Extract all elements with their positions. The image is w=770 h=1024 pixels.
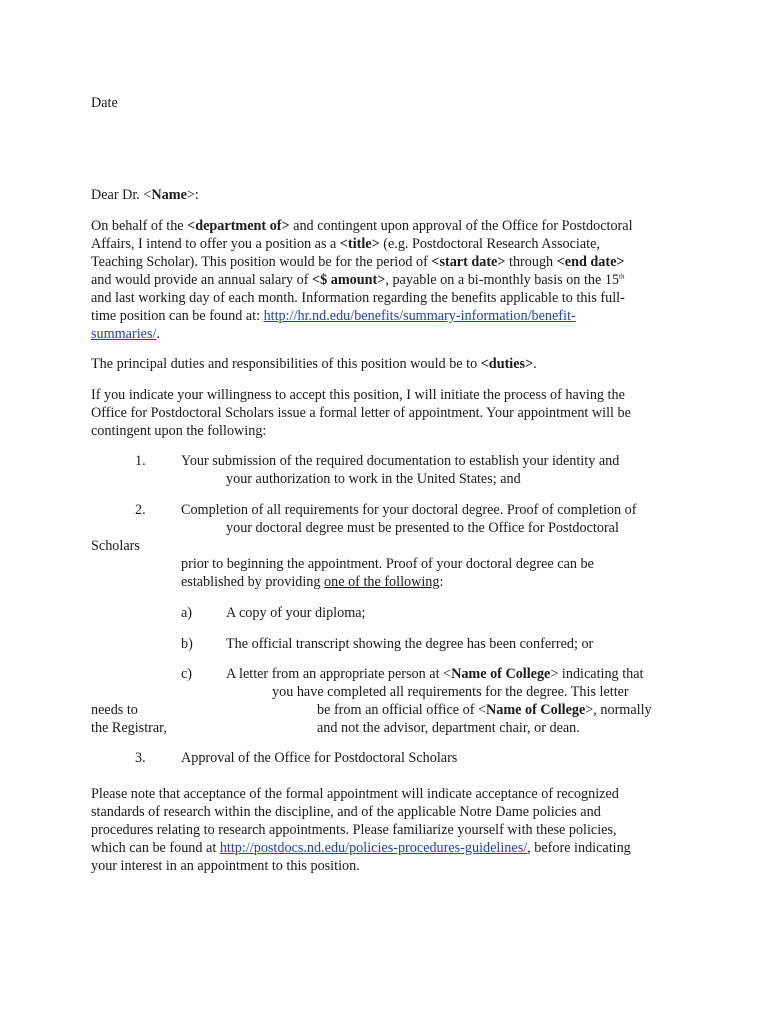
item2-line1: Completion of all requirements for your doctoral degree. Proof of completion of bbox=[181, 502, 637, 518]
para2 bbox=[91, 355, 537, 373]
para4-line5: your interest in an appointment to this position. bbox=[91, 858, 360, 874]
para1-line5: and last working day of each month. Information regarding the benefits applicable to this full- bbox=[91, 290, 625, 306]
sub-a-letter: a) bbox=[181, 605, 193, 621]
para1-text: and contingent upon approval of the Office for Postdoctoral bbox=[289, 218, 633, 234]
salutation-name: Name bbox=[151, 187, 187, 203]
para1-text: Affairs, I intend to offer you a position as a bbox=[91, 236, 340, 252]
para4-line2: standards of research within the discipline, and of the applicable Notre Dame policies and bbox=[91, 804, 601, 820]
sub-c-text: A letter from an appropriate person at < bbox=[226, 666, 452, 682]
sub-a-text: A copy of your diploma; bbox=[226, 605, 366, 621]
placeholder-college: Name of College bbox=[451, 666, 551, 682]
placeholder-college: Name of College bbox=[486, 702, 586, 718]
para1-text: and would provide an annual salary of bbox=[91, 272, 313, 288]
item2-line4: prior to beginning the appointment. Proof of your doctoral degree can be bbox=[181, 556, 594, 572]
para1-text: . bbox=[156, 326, 160, 342]
item3-text: Approval of the Office for Postdoctoral Scholars bbox=[181, 750, 458, 766]
para1-line1 bbox=[91, 217, 633, 235]
placeholder-end-date: <end date> bbox=[556, 254, 625, 270]
sub-b-text: The official transcript showing the degree has been conferred; or bbox=[226, 636, 594, 652]
para3-line3: contingent upon the following: bbox=[91, 423, 267, 439]
one-of-following-underlined: one of the following bbox=[324, 574, 440, 590]
para4-text: which can be found at bbox=[91, 840, 220, 856]
item2-line2: your doctoral degree must be presented to the Office for Postdoctoral bbox=[226, 520, 619, 536]
para4-line1: Please note that acceptance of the formal appointment will indicate acceptance of recognized bbox=[91, 786, 619, 802]
para1-line3 bbox=[91, 253, 625, 271]
item2-number: 2. bbox=[135, 502, 146, 518]
benefits-link-cont[interactable]: summaries/ bbox=[91, 326, 157, 342]
sub-c-line3-left: needs to bbox=[91, 702, 138, 718]
sub-c-letter: c) bbox=[181, 666, 193, 682]
placeholder-title: <title> bbox=[339, 236, 380, 252]
item3-number: 3. bbox=[135, 750, 146, 766]
para4-text: , before indicating bbox=[527, 840, 631, 856]
para1-text: On behalf of the bbox=[91, 218, 188, 234]
para1-line6 bbox=[91, 307, 576, 325]
para1-text: time position can be found at: bbox=[91, 308, 264, 324]
para1-text: (e.g. Postdoctoral Research Associate, bbox=[379, 236, 600, 252]
date-label: Date bbox=[91, 95, 118, 111]
sub-c-text: >, normally bbox=[585, 702, 652, 718]
sub-c-line1 bbox=[226, 665, 643, 683]
item2-line3: Scholars bbox=[91, 538, 140, 554]
para1-line4 bbox=[91, 271, 624, 289]
item2-line5 bbox=[181, 573, 443, 591]
salutation-suffix: >: bbox=[186, 187, 199, 203]
para4-line4 bbox=[91, 839, 631, 857]
item2-text: established by providing bbox=[181, 574, 325, 590]
item1-number: 1. bbox=[135, 453, 146, 469]
sub-c-line2: you have completed all requirements for the degree. This letter bbox=[272, 684, 629, 700]
sub-c-line3 bbox=[317, 701, 652, 719]
item1-line1: Your submission of the required documentation to establish your identity and bbox=[181, 453, 620, 469]
placeholder-amount: <$ amount> bbox=[312, 272, 386, 288]
para1-text: through bbox=[505, 254, 557, 270]
placeholder-duties: <duties> bbox=[480, 356, 534, 372]
placeholder-department: <department of> bbox=[187, 218, 290, 234]
para1-text: Teaching Scholar). This position would be for the period of bbox=[91, 254, 432, 270]
salutation bbox=[91, 186, 199, 204]
sub-c-line4-left: the Registrar, bbox=[91, 720, 167, 736]
para3-line1: If you indicate your willingness to accept this position, I will initiate the process of having the bbox=[91, 387, 625, 403]
item1-line2: your authorization to work in the United States; and bbox=[226, 471, 521, 487]
para1-line7 bbox=[91, 325, 160, 343]
benefits-link[interactable]: http://hr.nd.edu/benefits/summary-information/benefit- bbox=[263, 308, 576, 324]
sub-b-letter: b) bbox=[181, 636, 193, 652]
item2-text: : bbox=[439, 574, 444, 590]
para4-line3: procedures relating to research appointments. Please familiarize yourself with these policies, bbox=[91, 822, 617, 838]
ordinal-suffix: th bbox=[619, 272, 625, 281]
sub-c-line4: and not the advisor, department chair, or dean. bbox=[317, 720, 580, 736]
placeholder-start-date: <start date> bbox=[431, 254, 506, 270]
sub-c-text: be from an official office of < bbox=[317, 702, 486, 718]
para1-line2 bbox=[91, 235, 600, 253]
para3-line2: Office for Postdoctoral Scholars issue a formal letter of appointment. Your appointment will be bbox=[91, 405, 631, 421]
sub-c-text: > indicating that bbox=[550, 666, 644, 682]
salutation-prefix: Dear Dr. < bbox=[91, 187, 152, 203]
para2-text: . bbox=[533, 356, 537, 372]
para2-text: The principal duties and responsibilities of this position would be to bbox=[91, 356, 481, 372]
para1-text: , payable on a bi-monthly basis on the 15 bbox=[385, 272, 620, 288]
policies-link[interactable]: http://postdocs.nd.edu/policies-procedures-guidelines/ bbox=[219, 840, 528, 856]
